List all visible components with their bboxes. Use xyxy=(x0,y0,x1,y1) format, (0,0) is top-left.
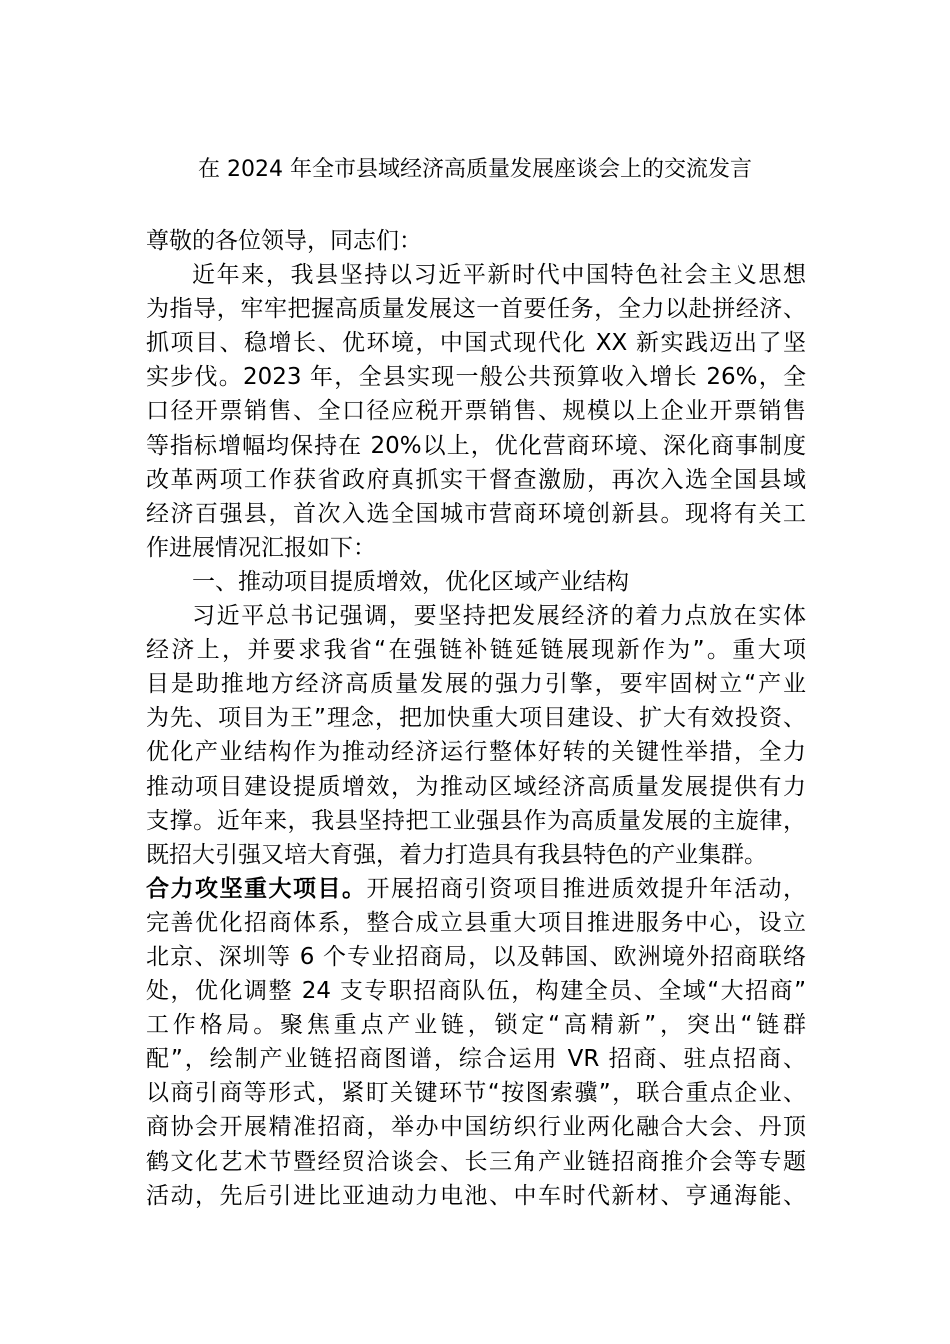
text-line xyxy=(146,1179,806,1213)
line-text: 尊敬的各位领导，同志们： xyxy=(146,228,422,254)
text-line xyxy=(146,906,806,940)
text-line xyxy=(146,429,806,463)
line-text: 优化产业结构作为推动经济运行整体好转的关键性举措，全力 xyxy=(146,739,806,766)
line-text: 以商引商等形式，紧盯关键环节“按图索骥”，联合重点企业、 xyxy=(146,1080,806,1107)
line-text: 处，优化调整 24 支专职招商队伍，构建全员、全域“大招商” xyxy=(146,978,806,1005)
line-text: 活动，先后引进比亚迪动力电池、中车时代新材、亨通海能、 xyxy=(146,1182,806,1209)
text-line xyxy=(146,224,806,258)
line-text: 改革两项工作获省政府真抓实干督查激励，再次入选全国县域 xyxy=(146,466,806,493)
text-line xyxy=(146,940,806,974)
line-text: 为指导，牢牢把握高质量发展这一首要任务，全力以赴拼经济、 xyxy=(146,296,806,323)
text-line xyxy=(146,326,806,360)
text-line xyxy=(146,1145,806,1179)
line-text: 既招大引强又培大育强，着力打造具有我县特色的产业集群。 xyxy=(146,841,767,868)
text-line xyxy=(146,463,806,497)
text-line xyxy=(146,770,806,804)
text-line xyxy=(146,258,806,292)
text-line xyxy=(146,735,806,769)
line-text: 推动项目建设提质增效，为推动区域经济高质量发展提供有力 xyxy=(146,773,806,800)
line-text: 目是助推地方经济高质量发展的强力引擎，要牢固树立“产业 xyxy=(146,671,806,698)
document-title: 在 2024 年全市县域经济高质量发展座谈会上的交流发言 xyxy=(198,157,752,182)
text-line xyxy=(146,497,806,531)
text-line xyxy=(146,394,806,428)
line-text: 经济百强县，首次入选全国城市营商环境创新县。现将有关工 xyxy=(146,500,806,527)
line-text: 口径开票销售、全口径应税开票销售、规模以上企业开票销售 xyxy=(146,398,806,425)
text-line xyxy=(146,292,806,326)
line-text: 习近平总书记强调，要坚持把发展经济的着力点放在实体 xyxy=(192,603,806,630)
document-body xyxy=(146,224,806,1213)
line-text: 近年来，我县坚持以习近平新时代中国特色社会主义思想 xyxy=(192,262,806,289)
text-line xyxy=(146,599,806,633)
text-line xyxy=(146,565,806,599)
line-text: 抓项目、稳增长、优环境，中国式现代化 XX 新实践迈出了坚 xyxy=(146,330,806,357)
line-text: 支撑。近年来，我县坚持把工业强县作为高质量发展的主旋律， xyxy=(146,807,806,834)
text-line xyxy=(146,804,806,838)
text-line xyxy=(146,531,806,565)
line-text: 北京、深圳等 6 个专业招商局，以及韩国、欧洲境外招商联络 xyxy=(146,943,806,970)
text-line xyxy=(146,1076,806,1110)
text-line xyxy=(146,838,806,872)
line-text: 商协会开展精准招商，举办中国纺织行业两化融合大会、丹顶 xyxy=(146,1114,806,1141)
line-text: 鹤文化艺术节暨经贸洽谈会、长三角产业链招商推介会等专题 xyxy=(146,1148,806,1175)
line-text: 开展招商引资项目推进质效提升年活动， xyxy=(366,875,806,902)
line-text: 实步伐。2023 年，全县实现一般公共预算收入增长 26%，全 xyxy=(146,364,806,391)
text-line xyxy=(146,872,806,906)
line-text: 等指标增幅均保持在 20%以上，优化营商环境、深化商事制度 xyxy=(146,432,806,459)
text-line xyxy=(146,701,806,735)
line-text: 工作格局。聚焦重点产业链，锁定“高精新”，突出“链群 xyxy=(146,1012,806,1039)
text-line xyxy=(146,1110,806,1144)
text-line xyxy=(146,633,806,667)
line-text: 一、推动项目提质增效，优化区域产业结构 xyxy=(192,568,629,595)
line-text: 配”，绘制产业链招商图谱，综合运用 VR 招商、驻点招商、 xyxy=(146,1046,806,1073)
line-text: 作进展情况汇报如下： xyxy=(146,534,376,561)
text-line xyxy=(146,974,806,1008)
text-line xyxy=(146,667,806,701)
bold-heading: 合力攻坚重大项目。 xyxy=(146,875,367,902)
line-text: 经济上，并要求我省“在强链补链延链展现新作为”。重大项 xyxy=(146,637,806,664)
text-line xyxy=(146,1042,806,1076)
line-text: 完善优化招商体系，整合成立县重大项目推进服务中心，设立 xyxy=(146,909,806,936)
text-line xyxy=(146,1008,806,1042)
line-text: 为先、项目为王”理念，把加快重大项目建设、扩大有效投资、 xyxy=(146,705,806,732)
text-line xyxy=(146,360,806,394)
